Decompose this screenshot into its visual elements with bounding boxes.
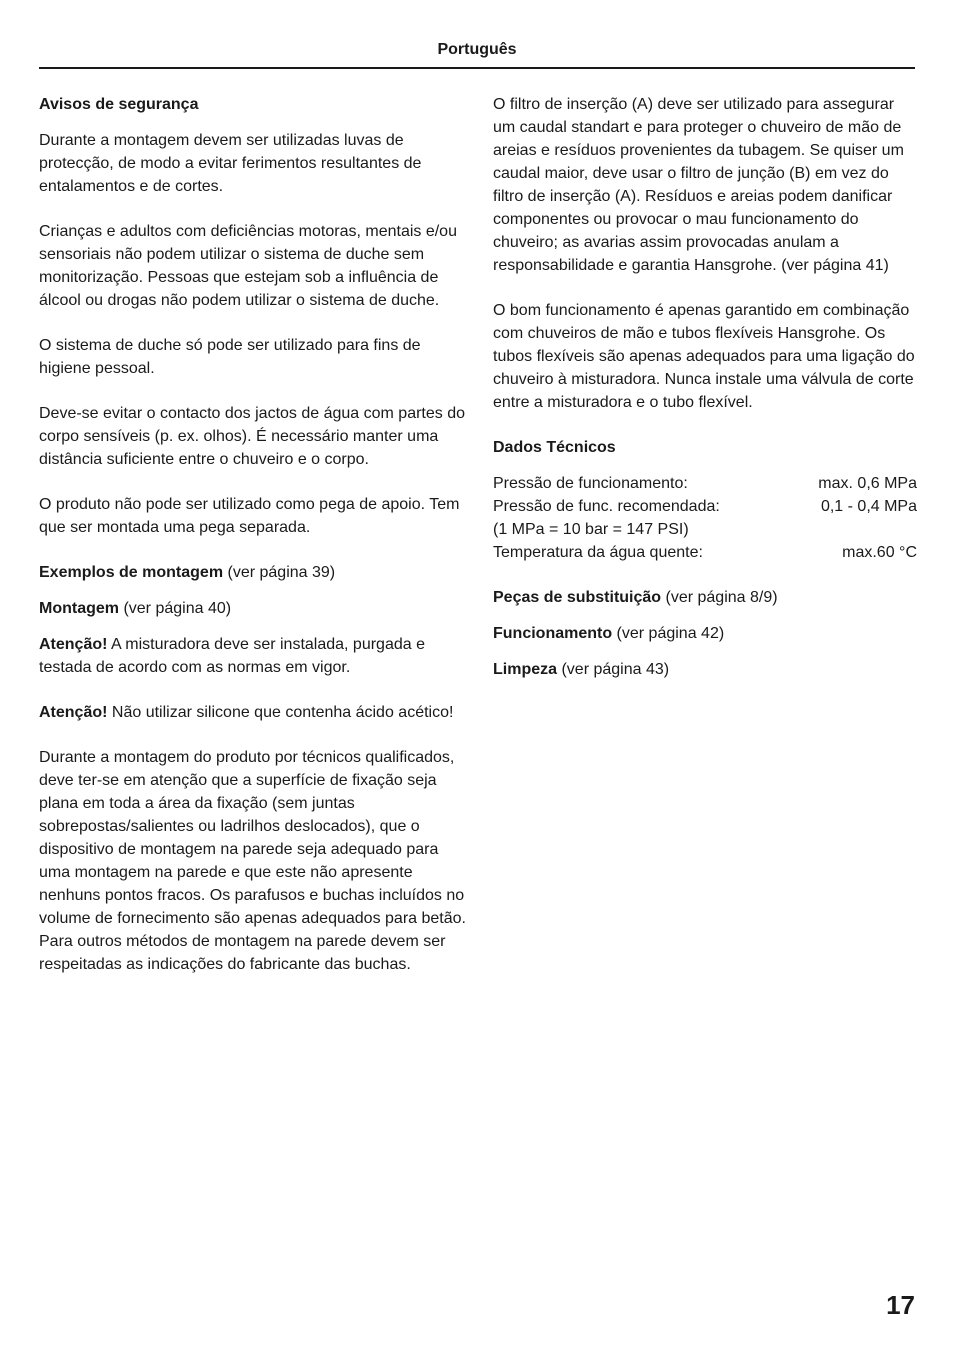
- cleaning-ref: (ver página 43): [557, 661, 670, 678]
- left-column: [39, 93, 467, 998]
- tech-data-table: [493, 472, 917, 564]
- mounting-examples-label: Exemplos de montagem: [39, 564, 224, 581]
- spare-parts-ref: (ver página 8/9): [661, 589, 778, 606]
- tech-row: [493, 472, 917, 495]
- mounting-ref: (ver página 40): [119, 600, 232, 617]
- tech-value: max. 0,6 MPa: [818, 475, 917, 492]
- tech-data-heading: Dados Técnicos: [493, 439, 616, 456]
- mounting-examples-ref: (ver página 39): [223, 564, 336, 581]
- safety-heading: Avisos de segurança: [39, 96, 199, 113]
- mounting-line: [39, 597, 467, 620]
- safety-paragraph-2: Crianças e adultos com deficiências motoras, mentais e/ou sensoriais não podem utilizar o sistema de duche sem monitorização. Pessoas que estejam sob a influência de álcool ou drogas não podem utilizar o sistema de duche.: [39, 223, 457, 309]
- operation-line: [493, 622, 917, 645]
- tech-label: (1 MPa = 10 bar = 147 PSI): [493, 521, 689, 538]
- filter-paragraph: O filtro de inserção (A) deve ser utilizado para assegurar um caudal standart e para proteger o chuveiro de mão de areias e resíduos provenientes da tubagem. Se quiser um caudal maior, deve usar o filtro de junção (B) em vez do filtro de inserção (A). Resíduos e areias podem danificar componentes ou provocar o mau funcionamento do chuveiro; as avarias assim provocadas anulam a responsabilidade e garantia Hansgrohe. (ver página 41): [493, 96, 904, 274]
- page-number: 17: [886, 1290, 915, 1320]
- tech-label: Pressão de func. recomendada:: [493, 498, 720, 515]
- attention-label-2: Atenção!: [39, 704, 108, 721]
- safety-paragraph-4: Deve-se evitar o contacto dos jactos de água com partes do corpo sensíveis (p. ex. olhos). É necessário manter uma distância suficiente entre o chuveiro e o corpo.: [39, 405, 466, 468]
- attention-note-1: [39, 633, 467, 679]
- safety-paragraph-3: O sistema de duche só pode ser utilizado para fins de higiene pessoal.: [39, 337, 421, 377]
- safety-paragraph-1: Durante a montagem devem ser utilizadas luvas de protecção, de modo a evitar ferimentos resultantes de entalamentos e de cortes.: [39, 132, 422, 195]
- attention-note-2: [39, 701, 467, 724]
- attention-label-1: Atenção!: [39, 636, 108, 653]
- tech-row: [493, 541, 917, 564]
- tech-value: 0,1 - 0,4 MPa: [820, 498, 917, 515]
- mounting-examples-line: [39, 561, 467, 584]
- tech-row: [493, 518, 917, 541]
- installation-paragraph: Durante a montagem do produto por técnicos qualificados, deve ter-se em atenção que a superfície de fixação seja plana em toda a área da fixação (sem juntas sobrepostas/salientes ou ladrilhos deslocados), que o dispositivo de montagem na parede seja adequado para uma montagem na parede e que este não apresente nenhuns pontos fracos. Os parafusos e buchas incluídos no volume de fornecimento são apenas adequados para betão. Para outros métodos de montagem na parede devem ser respeitadas as indicações do fabricante das buchas.: [39, 749, 466, 973]
- tech-label: Pressão de funcionamento:: [493, 475, 688, 492]
- cleaning-label: Limpeza: [493, 661, 558, 678]
- spare-parts-line: [493, 586, 917, 609]
- function-paragraph: O bom funcionamento é apenas garantido em combinação com chuveiros de mão e tubos flexíveis Hansgrohe. Os tubos flexíveis são apenas adequados para uma ligação do chuveiro à misturadora. Nunca instale uma válvula de corte entre a misturadora e o tubo flexível.: [493, 302, 915, 411]
- right-column: [493, 93, 917, 694]
- attention-text-1: A misturadora deve ser instalada, purgada e testada de acordo com as normas em vigor.: [39, 636, 425, 676]
- attention-text-2: Não utilizar silicone que contenha ácido acético!: [107, 704, 454, 721]
- safety-paragraph-5: O produto não pode ser utilizado como pega de apoio. Tem que ser montada uma pega separada.: [39, 496, 460, 536]
- cleaning-line: [493, 658, 917, 681]
- tech-label: Temperatura da água quente:: [493, 544, 703, 561]
- spare-parts-label: Peças de substituição: [493, 589, 662, 606]
- operation-ref: (ver página 42): [612, 625, 725, 642]
- operation-label: Funcionamento: [493, 625, 613, 642]
- header-divider: [39, 67, 915, 69]
- page-header-language: Português: [437, 41, 517, 58]
- tech-value: max.60 °C: [842, 544, 917, 561]
- tech-row: [493, 495, 917, 518]
- mounting-label: Montagem: [39, 600, 119, 617]
